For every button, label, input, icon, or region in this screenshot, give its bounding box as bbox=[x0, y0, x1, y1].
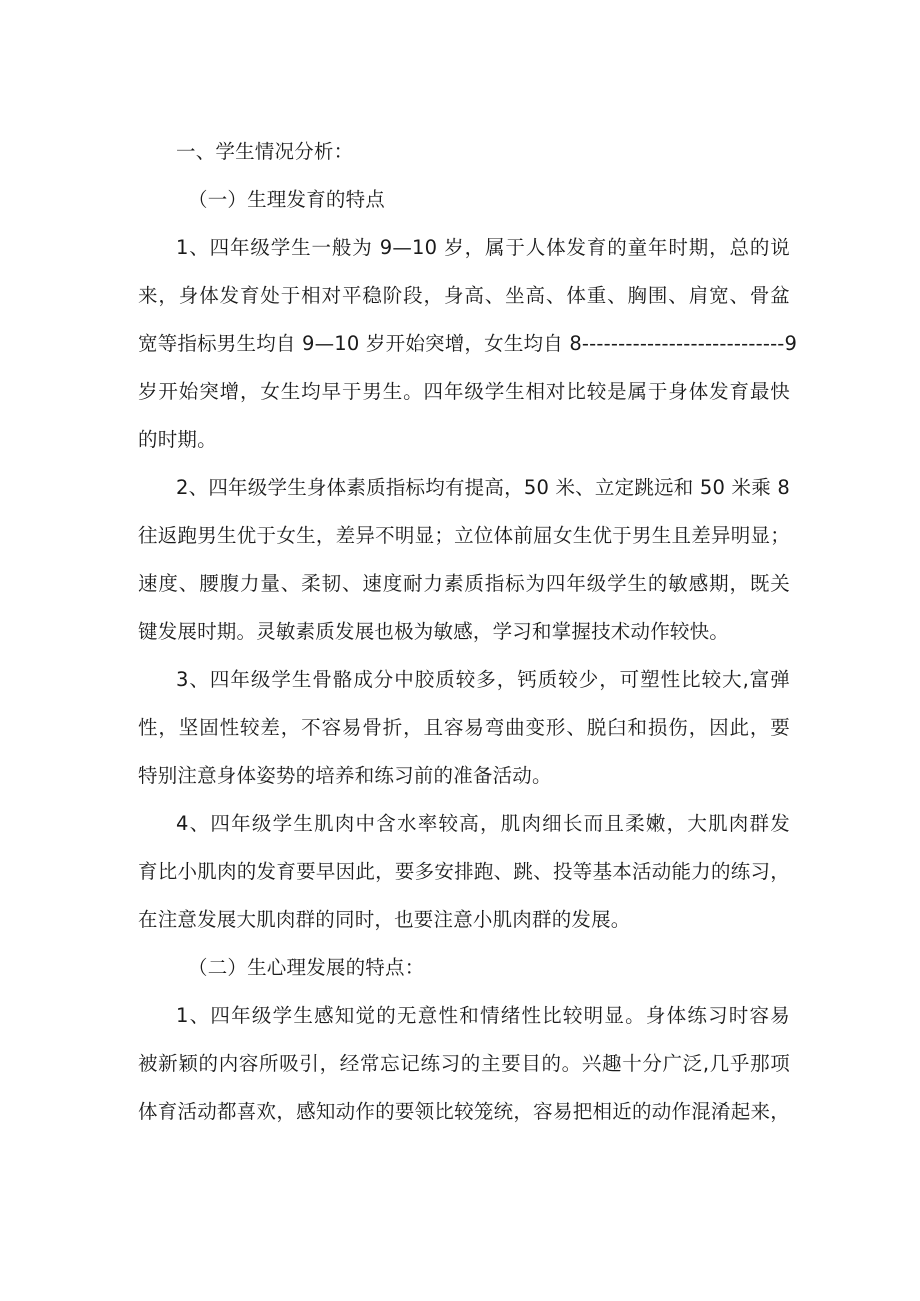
paragraph-line: 在注意发展大肌肉群的同时，也要注意小肌肉群的发展。 bbox=[138, 908, 631, 931]
paragraph-line: 特别注意身体姿势的培养和练习前的准备活动。 bbox=[138, 764, 552, 787]
paragraph-line: 性，坚固性较差，不容易骨折，且容易弯曲变形、脱臼和损伤，因此，要 bbox=[138, 716, 790, 739]
paragraph-1 bbox=[138, 224, 798, 464]
paragraph-2 bbox=[138, 464, 790, 656]
paragraph-3 bbox=[138, 656, 790, 800]
section-title: 一、学生情况分析： bbox=[176, 140, 354, 163]
paragraph-line: 岁开始突增，女生均早于男生。四年级学生相对比较是属于身体发育最快 bbox=[138, 380, 790, 403]
paragraph-line: 育比小肌肉的发育要早因此，要多安排跑、跳、投等基本活动能力的练习， bbox=[138, 860, 790, 883]
paragraph-line: 1、四年级学生感知觉的无意性和情绪性比较明显。身体练习时容易 bbox=[176, 1004, 790, 1027]
paragraph-line: 键发展时期。灵敏素质发展也极为敏感，学习和掌握技术动作较快。 bbox=[138, 620, 730, 643]
paragraph-line: 体育活动都喜欢，感知动作的要领比较笼统，容易把相近的动作混淆起来， bbox=[138, 1100, 790, 1123]
paragraph-line: 往返跑男生优于女生，差异不明显；立位体前屈女生优于男生且差异明显； bbox=[138, 524, 790, 547]
paragraph-line: 的时期。 bbox=[138, 428, 217, 451]
paragraph-line: 来，身体发育处于相对平稳阶段，身高、坐高、体重、胸围、肩宽、骨盆 bbox=[138, 284, 790, 307]
paragraph-line: 1、四年级学生一般为 9—10 岁，属于人体发育的童年时期，总的说 bbox=[176, 236, 790, 259]
paragraph-line: 被新颖的内容所吸引，经常忘记练习的主要目的。兴趣十分广泛,几乎那项 bbox=[138, 1052, 790, 1075]
document-body bbox=[138, 128, 798, 1136]
paragraph-line: 速度、腰腹力量、柔韧、速度耐力素质指标为四年级学生的敏感期，既关 bbox=[138, 572, 790, 595]
paragraph-line: 4、四年级学生肌肉中含水率较高，肌肉细长而且柔嫩，大肌肉群发 bbox=[176, 812, 790, 835]
paragraph-line: 3、四年级学生骨骼成分中胶质较多，钙质较少，可塑性比较大,富弹 bbox=[176, 668, 790, 691]
paragraph-4 bbox=[138, 800, 790, 944]
subsection-title-psychology: （二）生心理发展的特点： bbox=[188, 956, 425, 979]
paragraph-line: 宽等指标男生均自 9—10 岁开始突增，女生均自 8----------------------------9 bbox=[138, 332, 798, 355]
subsection-title-physiology: （一）生理发育的特点 bbox=[188, 188, 386, 211]
paragraph-5 bbox=[138, 992, 790, 1136]
paragraph-line: 2、四年级学生身体素质指标均有提高，50 米、立定跳远和 50 米乘 8 bbox=[176, 476, 790, 499]
